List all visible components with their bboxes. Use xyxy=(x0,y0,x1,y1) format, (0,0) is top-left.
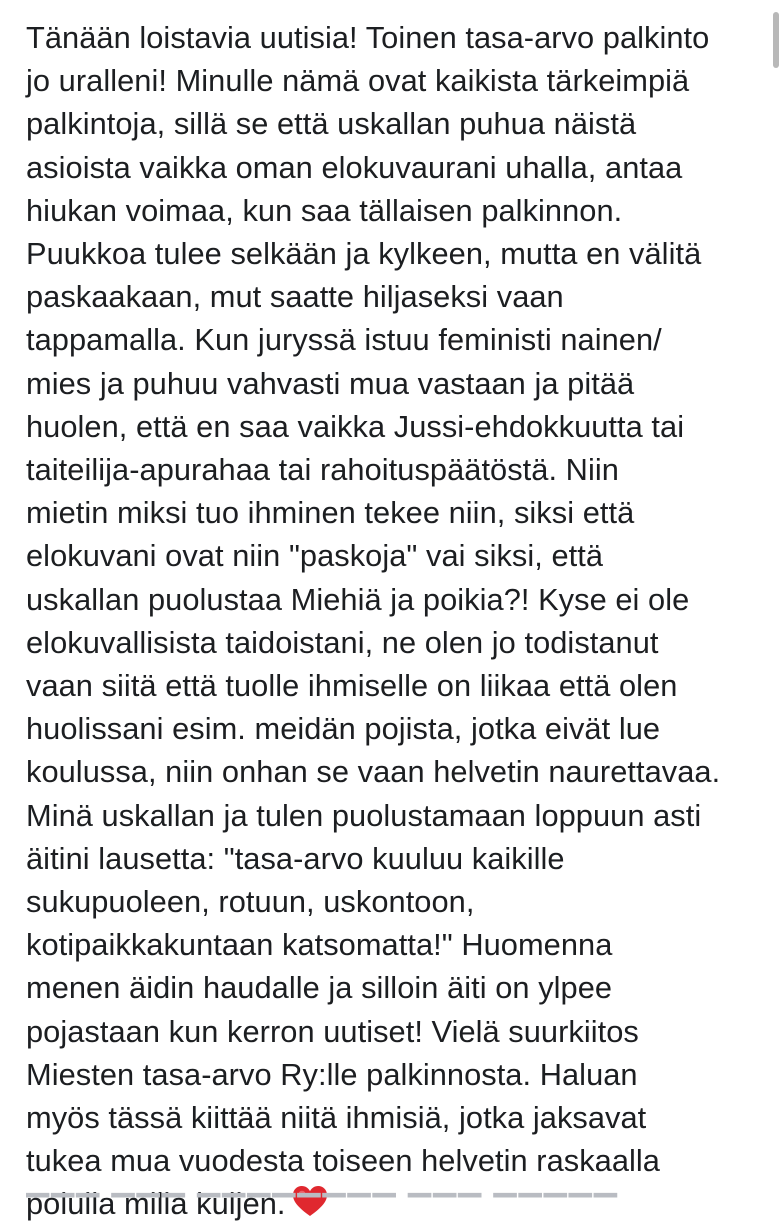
post-line: huolen, että en saa vaikka Jussi-ehdokkuutta tai xyxy=(26,408,685,444)
post-line: Minä uskallan ja tulen puolustamaan loppuun asti xyxy=(26,797,702,833)
post-line: sukupuoleen, rotuun, uskontoon, xyxy=(26,884,475,920)
post-line: taiteilija-apurahaa tai rahoituspäätöstä. Niin xyxy=(26,452,619,488)
post-line: Tänään loistavia uutisia! Toinen tasa-arvo palkinto xyxy=(26,20,710,55)
post-line: uskallan puolustaa Miehiä ja poikia?! Kyse ei ole xyxy=(26,581,690,617)
post-line: palkintoja, sillä se että uskallan puhua näistä xyxy=(26,106,637,142)
scrollbar-thumb[interactable] xyxy=(773,12,779,68)
post-line: vaan siitä että tuolle ihmiselle on liikaa että olen xyxy=(26,668,678,704)
post-line-last-text: polulla millä kuljen. xyxy=(26,1186,286,1222)
post-line: pojastaan kun kerron uutiset! Vielä suurkiitos xyxy=(26,1013,639,1049)
post-line: hiukan voimaa, kun saa tällaisen palkinnon. xyxy=(26,192,623,228)
truncated-next-line xyxy=(26,1186,726,1200)
post-line: kotipaikkakuntaan katsomatta!" Huomenna xyxy=(26,927,613,963)
post-line: elokuvani ovat niin "paskoja" vai siksi, että xyxy=(26,538,604,574)
post-line: tukea mua vuodesta toiseen helvetin raskaalla xyxy=(26,1143,660,1179)
post-line: äitini lausetta: "tasa-arvo kuuluu kaikille xyxy=(26,840,565,876)
post-line: myös tässä kiittää niitä ihmisiä, jotka jaksavat xyxy=(26,1100,647,1136)
post-line: mietin miksi tuo ihminen tekee niin, siksi että xyxy=(26,495,635,531)
post-line: elokuvallisista taidoistani, ne olen jo todistanut xyxy=(26,624,659,660)
post-line: paskaakaan, mut saatte hiljaseksi vaan xyxy=(26,279,564,315)
post-line: huolissani esim. meidän pojista, jotka eivät lue xyxy=(26,711,661,747)
scrollbar[interactable] xyxy=(770,0,780,1200)
post-line: menen äidin haudalle ja silloin äiti on ylpee xyxy=(26,970,613,1006)
post-line: asioista vaikka oman elokuvaurani uhalla, antaa xyxy=(26,149,683,185)
post-line: tappamalla. Kun juryssä istuu feministi nainen/ xyxy=(26,322,662,358)
post-line: mies ja puhuu vahvasti mua vastaan ja pitää xyxy=(26,365,635,401)
post-line: jo uralleni! Minulle nämä ovat kaikista tärkeimpiä xyxy=(26,63,690,99)
post-line: Miesten tasa-arvo Ry:lle palkinnosta. Haluan xyxy=(26,1056,638,1092)
post-line: Puukkoa tulee selkään ja kylkeen, mutta en välitä xyxy=(26,236,702,272)
post-line: koulussa, niin onhan se vaan helvetin naurettavaa. xyxy=(26,754,721,790)
post-text xyxy=(26,16,756,1230)
